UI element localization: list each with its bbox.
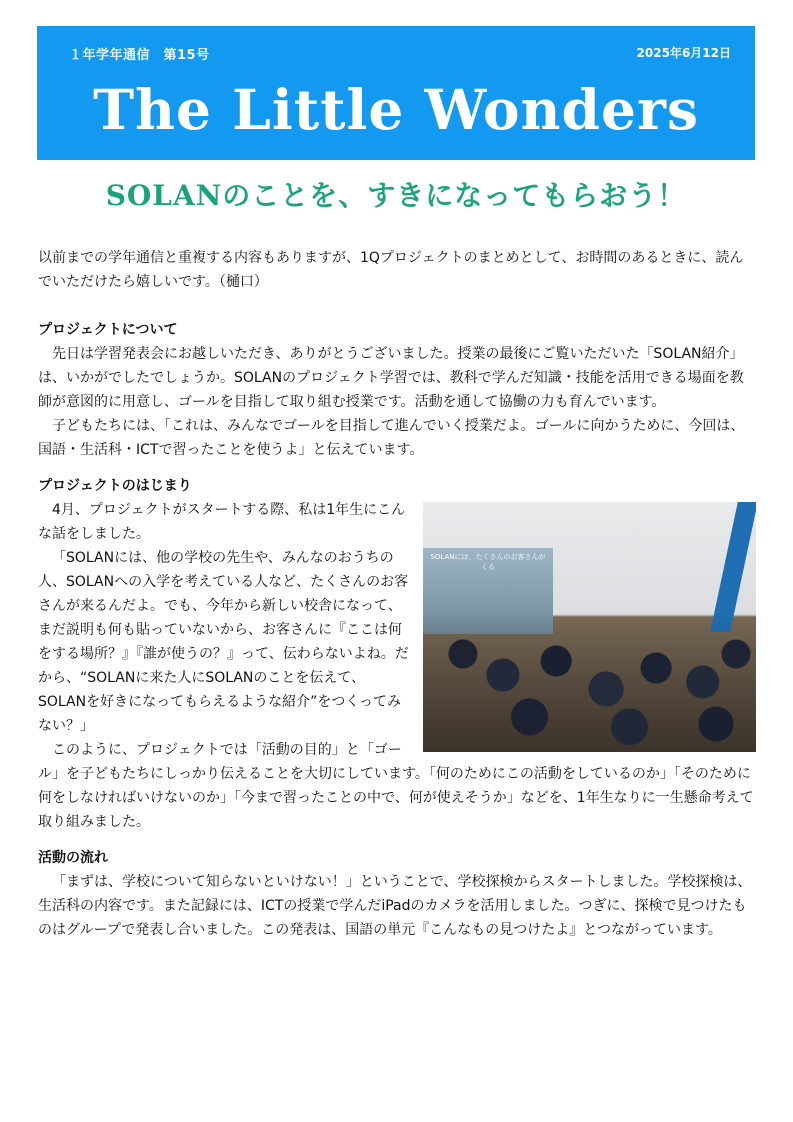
students-group [423, 612, 756, 752]
section-title-about: プロジェクトについて [38, 322, 178, 338]
header-banner [37, 26, 755, 160]
intro-paragraph: 以前までの学年通信と重複する内容もありますが、1Qプロジェクトのまとめとして、お時間のあるときに、読んでいただけたら嬉しいです。（樋口） [38, 250, 744, 290]
newsletter-title: The Little Wonders [93, 77, 699, 142]
section-paragraph: 4月、プロジェクトがスタートする際、私は1年生にこんな話をしました。 [38, 502, 406, 542]
quote-paragraph: 「SOLANには、他の学校の先生や、みんなのおうちの人、SOLANへの入学を考えている人など、たくさんのお客さんが来るんだよ。でも、今年から新しい校舎になって、まだ説明も何も貼っていないから、お客さんに『ここは何をする場所？』『誰が使うの？』って、伝わらないよね。だから、“SOLANに来た人にSOLANのことを伝えて、SOLANを好きになってもらえるような紹介”をつくってみない？」 [38, 550, 409, 734]
classroom-photo [423, 502, 756, 752]
headline: SOLANのことを、すきになってもらおう！ [105, 179, 687, 212]
issue-date: 2025年6月12日 [636, 46, 731, 60]
article-body [38, 246, 756, 942]
issue-label: １年学年通信 第15号 [69, 48, 210, 63]
section-paragraph: 子どもたちには、「これは、みんなでゴールを目指して進んでいく授業だよ。ゴールに向かうために、今回は、国語・生活科・ICTで習ったことを使うよ」と伝えています。 [38, 418, 745, 458]
section-paragraph: 先日は学習発表会にお越しいただき、ありがとうございました。授業の最後にご覧いただいた「SOLAN紹介」は、いかがでしたでしょうか。SOLANのプロジェクト学習では、教科で学んだ知識・技能を活用できる場面を教師が意図的に用意し、ゴールを目指して取り組む授業です。活動を通して協働の力も育んでいます。 [38, 346, 744, 410]
section-title-flow: 活動の流れ [38, 850, 108, 866]
section-title-beginning: プロジェクトのはじまり [38, 478, 192, 494]
screen-caption: SOLANには、たくさんのお客さんがくる [430, 553, 546, 571]
section-paragraph: 「まずは、学校について知らないといけない！」ということで、学校探検からスタートしました。学校探検は、生活科の内容です。また記録には、ICTの授業で学んだiPadのカメラを活用しました。つぎに、探検で見つけたものはグループで発表し合いました。この発表は、国語の単元『こんなもの見つけたよ』とつながっています。 [38, 874, 752, 938]
section-paragraph: このように、プロジェクトでは「活動の目的」と「ゴール」を子どもたちにしっかり伝えることを大切にしています。「何のためにこの活動をしているのか」「そのために何をしなければいけないのか」「今まで習ったことの中で、何が使えそうか」などを、1年生なりに一生懸命考えて取り組みました。 [38, 742, 754, 830]
